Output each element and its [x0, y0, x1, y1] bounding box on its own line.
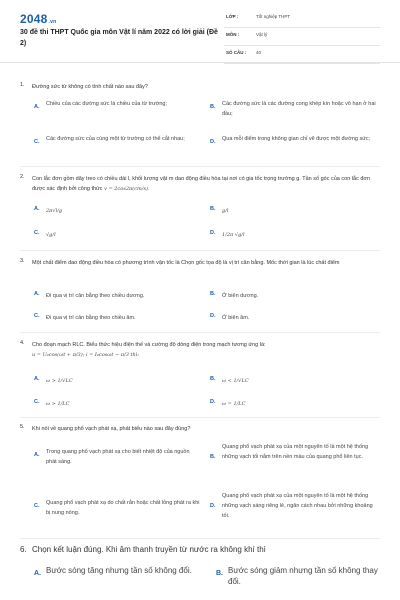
- option-a[interactable]: [34, 206, 204, 218]
- option-b[interactable]: [210, 376, 380, 388]
- option-letter: D.: [210, 139, 216, 145]
- option-text: ω > 1/LC: [46, 401, 70, 407]
- question-number: 6.: [20, 545, 27, 554]
- option-text: ω = 1/LC: [222, 401, 246, 407]
- option-c[interactable]: [34, 230, 204, 242]
- option-d[interactable]: [210, 313, 380, 325]
- option-letter: B.: [210, 291, 216, 297]
- option-text: Bước sóng giảm nhưng tần số không thay đổi.: [228, 566, 378, 586]
- document-header: [0, 0, 400, 63]
- option-text: Ở biên âm.: [222, 315, 250, 321]
- option-text: Qua mỗi điểm trong không gian chỉ vẽ được một đường sức;: [222, 136, 371, 142]
- option-d[interactable]: [210, 491, 385, 525]
- option-b[interactable]: [210, 442, 385, 476]
- meta-value: Vật lý: [256, 32, 268, 37]
- logo-text: 2048: [20, 12, 48, 26]
- question-number: 4.: [20, 340, 25, 346]
- question-number: 5.: [20, 424, 25, 430]
- question-text-body: Con lắc đơn gồm dây treo có chiều dài l, khối lượng vật m dao động điều hòa tại nơi có gia tốc trọng trường g. Tần số góc của con lắc đơn được xác định bởi công thức: [32, 176, 371, 192]
- option-c[interactable]: [34, 134, 204, 156]
- option-b[interactable]: [210, 206, 380, 218]
- option-text: Chiều của các đường sức là chiều của từ trường;: [46, 101, 167, 107]
- divider: [20, 417, 380, 418]
- option-d[interactable]: [210, 399, 380, 411]
- option-letter: A.: [34, 291, 40, 297]
- option-text: Trong quang phổ vạch phát xạ cho biết nhiệt độ của nguồn phát sáng.: [46, 449, 190, 465]
- option-text: Quang phổ vạch phát xạ của một nguyên tố là một hệ thống những vạch tối nằm trên nền màu của quang phổ liên tục.: [222, 444, 369, 460]
- question-number: 1.: [20, 82, 25, 88]
- meta-label: LỚP :: [226, 14, 239, 19]
- option-letter: A.: [34, 206, 40, 212]
- meta-value: 40: [256, 50, 262, 55]
- option-letter: B.: [210, 104, 216, 110]
- site-logo[interactable]: [20, 12, 56, 26]
- meta-table: [224, 10, 380, 64]
- option-text: ω > 1/√LC: [46, 378, 73, 384]
- option-a[interactable]: [34, 99, 204, 121]
- question-text-body: Cho đoạn mạch RLC. Biểu thức hiệu điện thế và cường độ dòng điện trong mạch tương ứng là:: [32, 342, 266, 348]
- meta-label: SỐ CÂU :: [226, 50, 247, 55]
- option-text: Các đường sức của cùng một từ trường có thể cắt nhau;: [46, 136, 185, 142]
- option-letter: D.: [210, 503, 216, 509]
- meta-label: MÔN :: [226, 32, 240, 37]
- option-text: g/l: [222, 208, 229, 214]
- meta-row-subject: [224, 28, 380, 46]
- option-b[interactable]: [210, 99, 380, 121]
- document-title: 30 đề thi THPT Quốc gia môn Vật lí năm 2022 có lời giải (Đề 2): [20, 29, 218, 47]
- divider: [20, 332, 380, 333]
- option-c[interactable]: [34, 495, 214, 525]
- option-letter: C.: [34, 230, 40, 236]
- question-formula: u = U₀cos(ωt + π/3); i = I₀cosωt − π/3 thì:: [32, 352, 139, 358]
- option-text: Các đường sức là các đường cong khép kín hoặc vô hạn ở hai đầu;: [222, 101, 376, 117]
- option-letter: B.: [210, 376, 216, 382]
- option-letter: B.: [216, 570, 223, 577]
- question-text: Một chất điểm dao động điều hòa có phương trình vận tốc là Chọn gốc tọa độ là vị trí cân bằng. Mốc thời gian là lúc chất điểm: [32, 260, 340, 266]
- option-b[interactable]: [216, 565, 381, 589]
- question-text: Đường sức từ không có tính chất nào sau đây?: [32, 84, 148, 90]
- meta-value: Tốt nghiệp THPT: [256, 14, 291, 19]
- option-letter: D.: [210, 230, 216, 236]
- option-text: 1/2π √g/l: [222, 232, 245, 238]
- option-c[interactable]: [34, 313, 204, 325]
- option-letter: C.: [34, 399, 40, 405]
- option-text: 2π√l/g: [46, 208, 63, 214]
- question-text: [32, 174, 380, 194]
- option-letter: C.: [34, 503, 40, 509]
- option-a[interactable]: [34, 444, 214, 474]
- question-text: [32, 340, 380, 360]
- logo-tld: .vn: [48, 19, 57, 25]
- option-text: Bước sóng tăng nhưng tần số không đổi.: [46, 566, 192, 575]
- option-d[interactable]: [210, 134, 380, 156]
- option-letter: D.: [210, 313, 216, 319]
- option-text: Quang phổ vạch phát xạ do chất rắn hoặc chất lỏng phát ra khi bị nung nóng.: [46, 500, 200, 516]
- option-text: Đi qua vị trí cân bằng theo chiều dương.: [46, 293, 145, 299]
- option-text: Quang phổ vạch phát xạ của một nguyên tố là một hệ thống những vạch sáng riêng lẻ, ngăn cách nhau bởi những khoảng tối.: [222, 493, 373, 519]
- question-text: Chọn kết luận đúng. Khi âm thanh truyền từ nước ra không khí thì: [32, 545, 266, 554]
- option-letter: A.: [34, 376, 40, 382]
- option-letter: D.: [210, 399, 216, 405]
- option-letter: C.: [34, 313, 40, 319]
- option-letter: A.: [34, 570, 41, 577]
- question-text: Khi nói về quang phổ vạch phát xạ, phát biểu nào sau đây đúng?: [32, 426, 191, 432]
- option-a[interactable]: [34, 291, 204, 303]
- option-letter: A.: [34, 452, 40, 458]
- meta-row-question-count: [224, 46, 380, 64]
- divider: [20, 538, 380, 539]
- option-text: Đi qua vị trí cân bằng theo chiều âm.: [46, 315, 136, 321]
- option-a[interactable]: [34, 376, 204, 388]
- option-text: Ở biên dương.: [222, 293, 259, 299]
- option-d[interactable]: [210, 230, 380, 242]
- option-b[interactable]: [210, 291, 380, 303]
- option-text: √g/l: [46, 232, 56, 238]
- meta-row-class: [224, 10, 380, 28]
- divider: [20, 166, 380, 167]
- option-a[interactable]: [34, 565, 214, 589]
- question-formula: v = 2cos2π(cm/s).: [104, 186, 150, 192]
- question-number: 3.: [20, 258, 25, 264]
- divider: [20, 250, 380, 251]
- option-text: ω < 1/√LC: [222, 378, 249, 384]
- question-number: 2.: [20, 174, 25, 180]
- option-letter: C.: [34, 139, 40, 145]
- option-letter: A.: [34, 104, 40, 110]
- option-c[interactable]: [34, 399, 204, 411]
- option-letter: B.: [210, 454, 216, 460]
- option-letter: B.: [210, 206, 216, 212]
